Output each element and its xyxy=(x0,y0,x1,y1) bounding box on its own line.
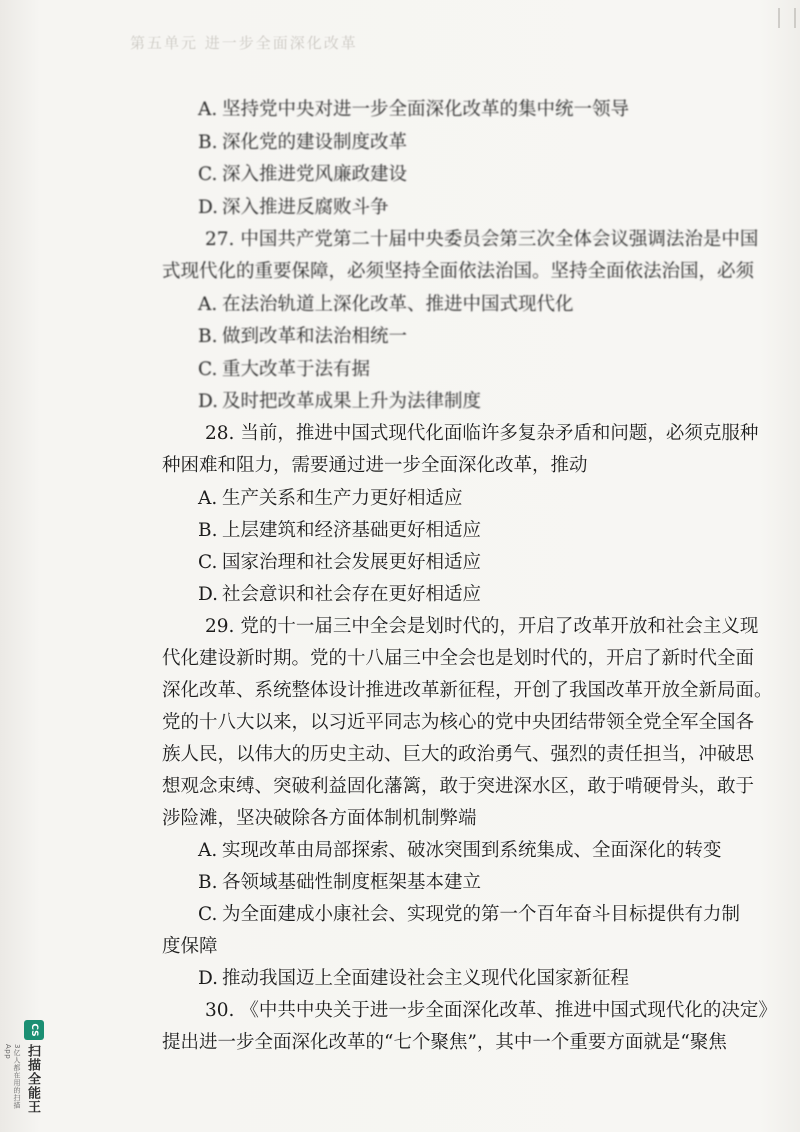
q29-stem-line-4: 党的十八大以来，以习近平同志为核心的党中央团结带领全党全军全国各 xyxy=(162,712,755,733)
q27-number: 27. xyxy=(205,229,235,250)
corner-scan-mark xyxy=(778,8,796,28)
q28-stem-line-1: 28. 当前，推进中国式现代化面临许多复杂矛盾和问题，必须克服种 xyxy=(205,423,759,444)
q28-option-c: C. 国家治理和社会发展更好相适应 xyxy=(198,552,482,573)
q27-option-a: A. 在法治轨道上深化改革、推进中国式现代化 xyxy=(198,294,574,315)
q29-option-c: C. 为全面建成小康社会、实现党的第一个百年奋斗目标提供有力制 xyxy=(198,904,741,925)
q30-stem-line-1: 30. 《中共中央关于进一步全面深化改革、推进中国式现代化的决定》 xyxy=(205,1000,777,1021)
q28-stem-line-2: 种困难和阻力，需要通过进一步全面深化改革，推动 xyxy=(162,455,588,476)
q28-option-b: B. 上层建筑和经济基础更好相适应 xyxy=(198,520,482,541)
q29-option-b: B. 各领域基础性制度框架基本建立 xyxy=(198,872,482,893)
q29-option-d: D. 推动我国迈上全面建设社会主义现代化国家新征程 xyxy=(198,968,630,989)
q29-stem-line-6: 想观念束缚、突破利益固化藩篱，敢于突进深水区，敢于啃硬骨头，敢于 xyxy=(162,776,755,797)
scanner-brand-tagline: 3亿人都在用的扫描App xyxy=(4,1044,21,1109)
q26-option-d: D. 深入推进反腐败斗争 xyxy=(198,197,389,218)
q29-option-a: A. 实现改革由局部探索、破冰突围到系统集成、全面深化的转变 xyxy=(198,840,722,861)
q28-option-d: D. 社会意识和社会存在更好相适应 xyxy=(198,584,482,605)
q28-number: 28. xyxy=(205,423,235,444)
q29-stem-line-2: 代化建设新时期。党的十八届三中全会也是划时代的，开启了新时代全面 xyxy=(162,648,755,669)
q29-stem-line-7: 涉险滩，坚决破除各方面体制机制弊端 xyxy=(162,808,477,829)
q30-stem-line-2: 提出进一步全面深化改革的“七个聚焦”，其中一个重要方面就是“聚焦 xyxy=(162,1032,727,1053)
q27-stem-line-1: 27. 中国共产党第二十届中央委员会第三次全体会议强调法治是中国 xyxy=(205,229,759,250)
q26-option-c: C. 深入推进党风廉政建设 xyxy=(198,164,408,185)
scanner-watermark xyxy=(4,1020,46,1120)
camscanner-logo-icon: CS xyxy=(24,1020,44,1040)
faded-page-header: 第五单元 进一步全面深化改革 xyxy=(130,34,358,52)
scanner-brand-name: 扫描全能王 xyxy=(25,1044,40,1114)
q29-stem-line-1: 29. 党的十一届三中全会是划时代的，开启了改革开放和社会主义现 xyxy=(205,616,759,637)
q27-option-d: D. 及时把改革成果上升为法律制度 xyxy=(198,391,482,412)
q26-option-b: B. 深化党的建设制度改革 xyxy=(198,132,408,153)
q27-option-b: B. 做到改革和法治相统一 xyxy=(198,326,408,347)
q29-stem-line-5: 族人民，以伟大的历史主动、巨大的政治勇气、强烈的责任担当，冲破思 xyxy=(162,744,755,765)
q29-stem-line-3: 深化改革、系统整体设计推进改革新征程，开创了我国改革开放全新局面。 xyxy=(162,680,773,701)
q27-option-c: C. 重大改革于法有据 xyxy=(198,359,371,380)
q29-number: 29. xyxy=(205,616,235,637)
q30-number: 30. xyxy=(205,1000,235,1021)
q27-stem-line-2: 式现代化的重要保障，必须坚持全面依法治国。坚持全面依法治国，必须 xyxy=(162,261,755,282)
q26-option-a: A. 坚持党中央对进一步全面深化改革的集中统一领导 xyxy=(198,99,630,120)
q29-option-c-continued: 度保障 xyxy=(162,936,218,957)
q28-option-a: A. 生产关系和生产力更好相适应 xyxy=(198,488,463,509)
